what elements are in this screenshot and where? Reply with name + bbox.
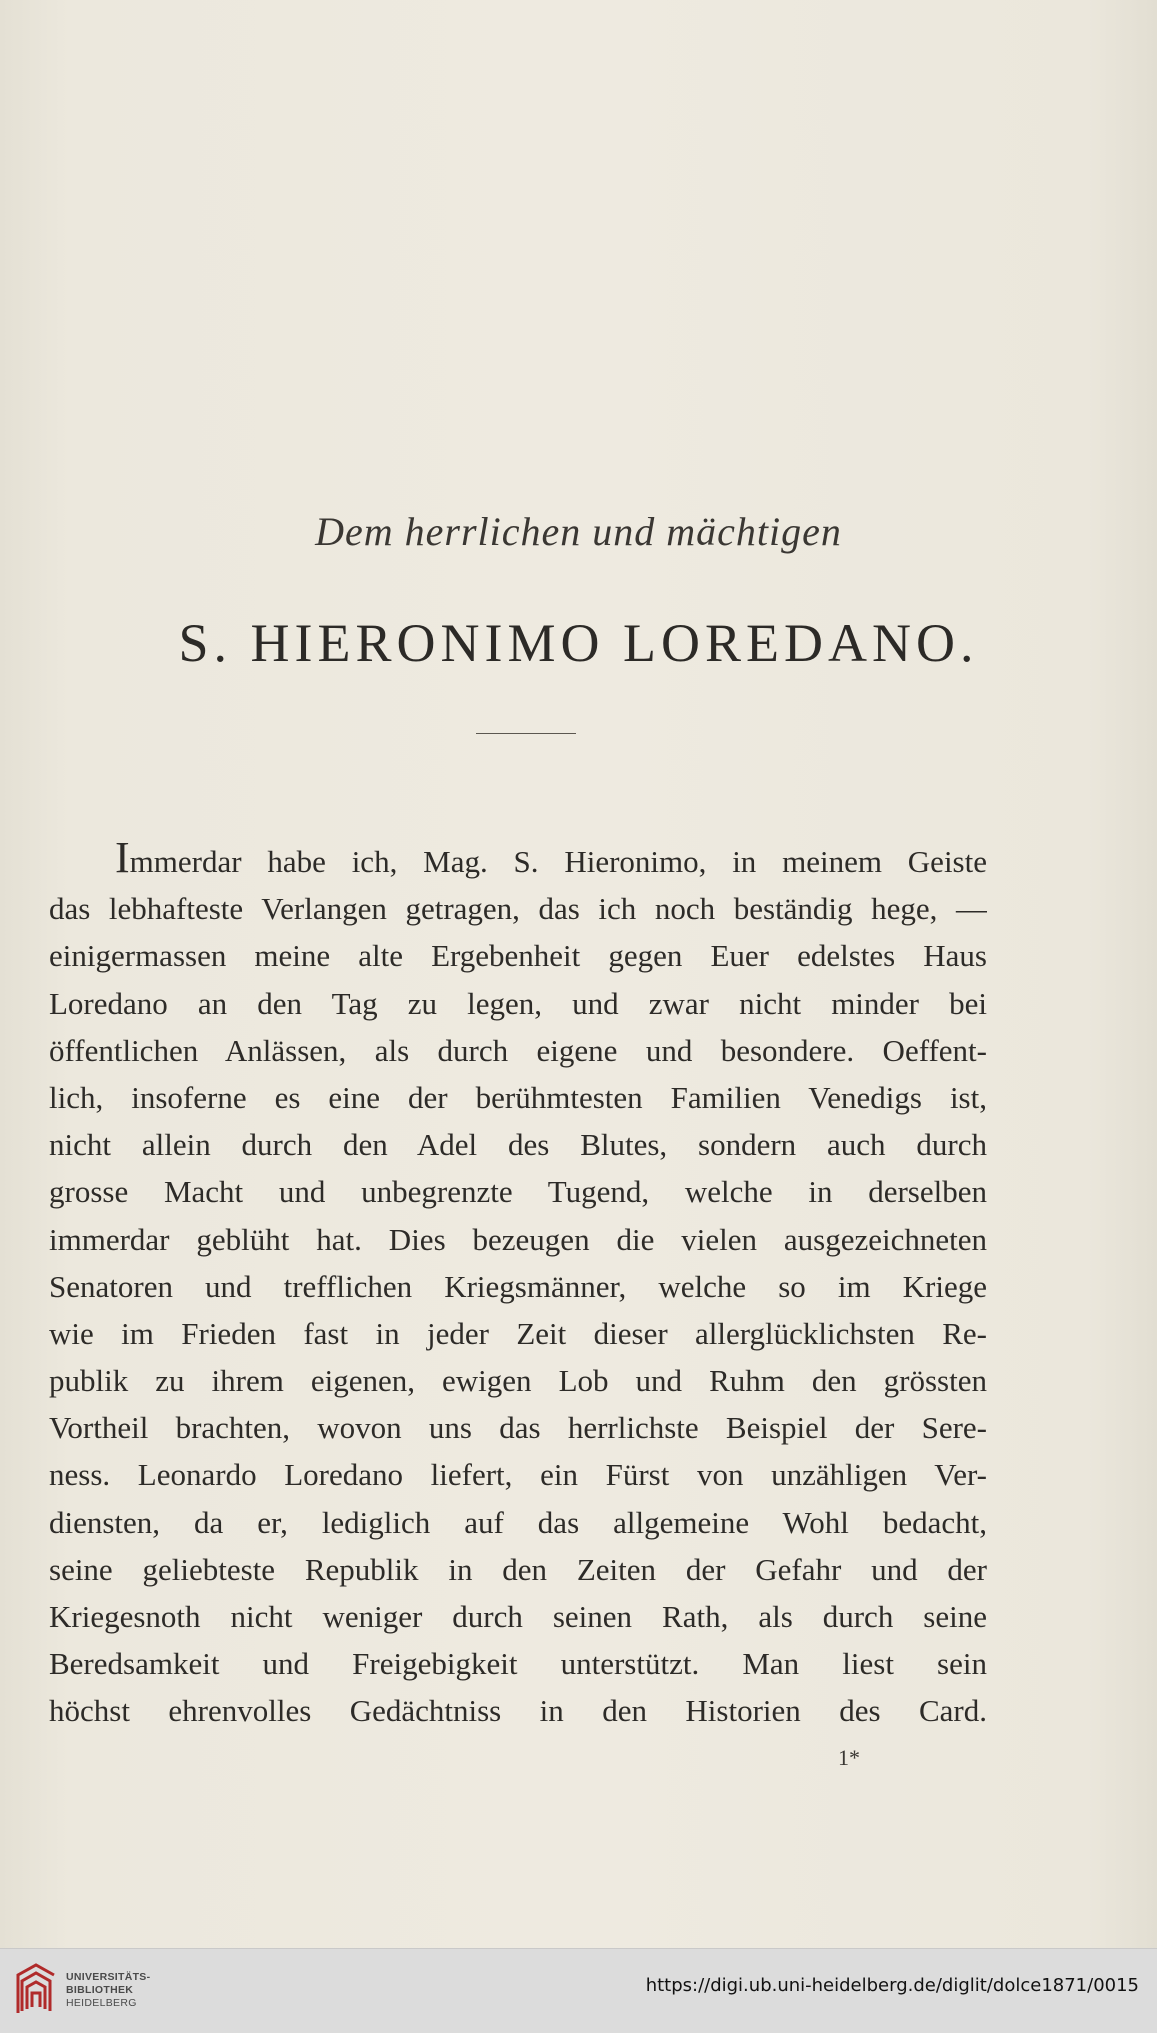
text-line: grosse Macht und unbegrenzte Tugend, welche in derselben (49, 1174, 987, 1210)
dedication-line: Dem herrlichen und mächtigen (315, 509, 842, 554)
permalink-url[interactable]: https://digi.ub.uni-heidelberg.de/diglit/dolce1871/0015 (645, 1975, 1139, 1996)
text-line: Beredsamkeit und Freigebigkeit unterstützt. Man liest sein (49, 1646, 987, 1682)
library-name[interactable] (66, 1971, 150, 2010)
text-line: publik zu ihrem eigenen, ewigen Lob und Ruhm den grössten (49, 1363, 987, 1399)
dedicatee-heading: S. HIERONIMO LOREDANO. (178, 613, 979, 673)
text-line: das lebhafteste Verlangen getragen, das ich noch beständig hege, — (49, 891, 987, 927)
library-logo-icon[interactable] (12, 1961, 60, 2021)
text-line: höchst ehrenvolles Gedächtniss in den Historien des Card. (49, 1693, 987, 1729)
text-line: Vortheil brachten, wovon uns das herrlichste Beispiel der Sere- (49, 1410, 987, 1446)
text-line: Senatoren und trefflichen Kriegsmänner, welche so im Kriege (49, 1268, 987, 1304)
drop-cap: I (115, 838, 130, 882)
text-line: seine geliebteste Republik in den Zeiten der Gefahr und der (49, 1551, 987, 1587)
body-paragraph (49, 838, 987, 1735)
text-line: einigermassen meine alte Ergebenheit gegen Euer edelstes Haus (49, 938, 987, 974)
text-line: nicht allein durch den Adel des Blutes, sondern auch durch (49, 1127, 987, 1163)
text-line: wie im Frieden fast in jeder Zeit dieser allerglücklichsten Re- (49, 1315, 987, 1351)
text-line-content: mmerdar habe ich, Mag. S. Hieronimo, in meinem Geiste (129, 844, 987, 879)
text-line: lich, insoferne es eine der berühmtesten Familien Venedigs ist, (49, 1079, 987, 1115)
library-footer (0, 1948, 1157, 2033)
text-line: diensten, da er, lediglich auf das allgemeine Wohl bedacht, (49, 1504, 987, 1540)
text-line (49, 838, 987, 885)
separator-rule (476, 733, 576, 734)
text-line: ness. Leonardo Loredano liefert, ein Fürst von unzähligen Ver- (49, 1457, 987, 1493)
library-name-line: UNIVERSITÄTS- (66, 1971, 151, 1983)
text-line: immerdar geblüht hat. Dies bezeugen die vielen ausgezeichneten (49, 1221, 987, 1257)
text-line: öffentlichen Anlässen, als durch eigene und besondere. Oeffent- (49, 1032, 987, 1068)
signature-mark: 1* (838, 1745, 860, 1770)
library-name-line: HEIDELBERG (66, 1997, 137, 2009)
text-line: Loredano an den Tag zu legen, und zwar nicht minder bei (49, 985, 987, 1021)
text-line: Kriegesnoth nicht weniger durch seinen Rath, als durch seine (49, 1599, 987, 1634)
library-name-line: BIBLIOTHEK (66, 1984, 134, 1996)
